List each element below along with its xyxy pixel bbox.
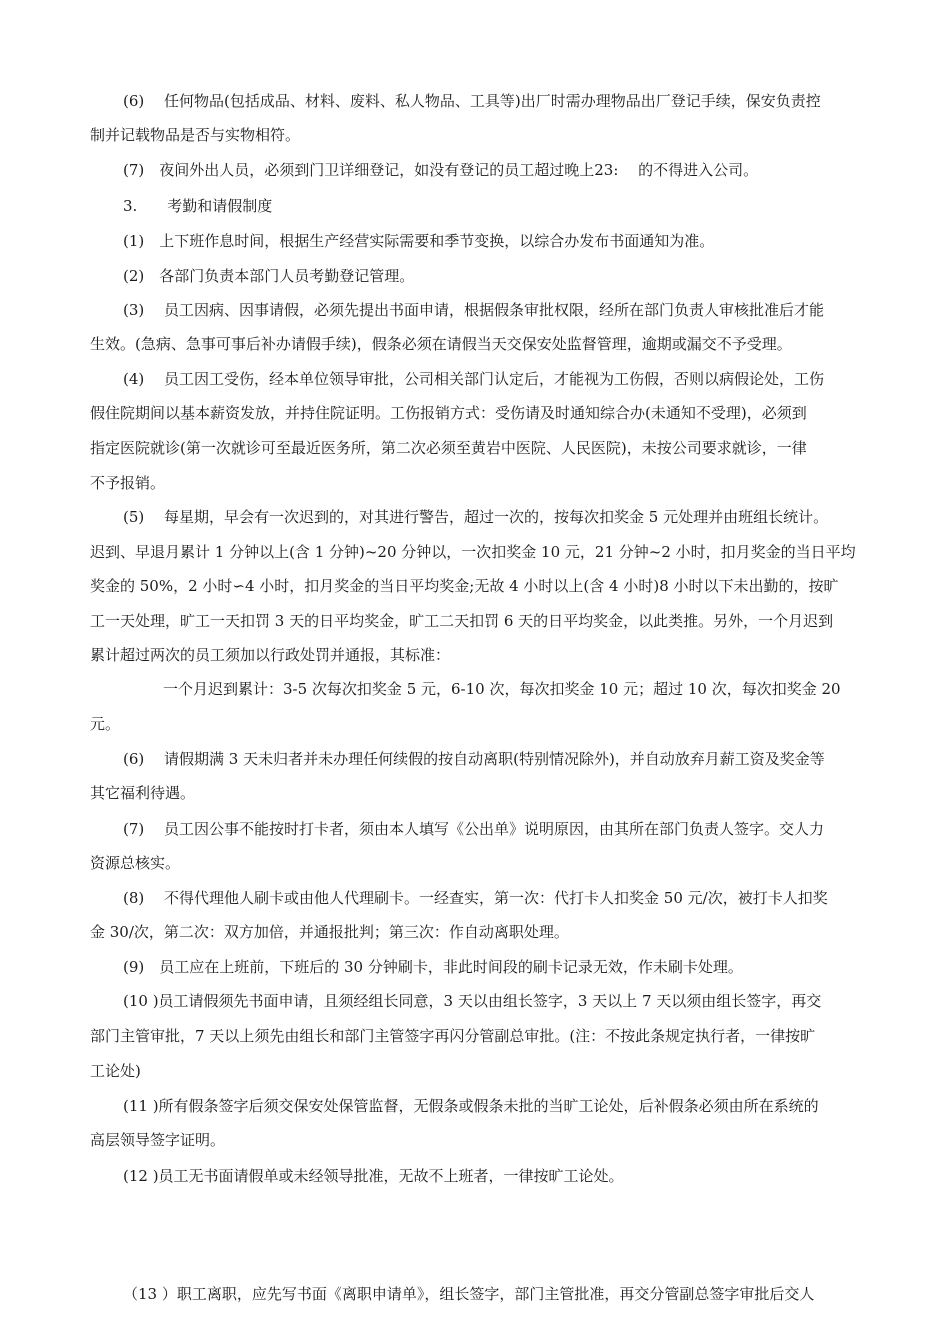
text-line: (1) 上下班作息时间，根据生产经营实际需要和季节变换，以综合办发布书面通知为准。 — [123, 232, 715, 250]
text-line: 金 30/次，第二次：双方加倍，并通报批判；第三次：作自动离职处理。 — [90, 923, 569, 941]
text-line: 迟到、早退月累计 1 分钟以上(含 1 分钟)~20 分钟以，一次扣奖金 10 元，21 分钟~2 小时，扣月奖金的当日平均 — [90, 543, 856, 561]
text-line: (5) 每星期，早会有一次迟到的，对其进行警告，超过一次的，按每次扣奖金 5 元处理并由班组长统计。 — [123, 508, 829, 526]
text-line: （13 ）职工离职，应先写书面《离职申请单》，组长签字，部门主管批准，再交分管副总签字审批后交人 — [123, 1285, 815, 1303]
text-line: (11 )所有假条签字后须交保安处保管监督，无假条或假条未批的当旷工论处，后补假条必须由所在系统的 — [123, 1097, 819, 1115]
text-line: (4) 员工因工受伤，经本单位领导审批，公司相关部门认定后，才能视为工伤假，否则以病假论处，工伤 — [123, 370, 825, 388]
text-line: 累计超过两次的员工须加以行政处罚并通报，其标准： — [90, 646, 451, 664]
text-line: (12 )员工无书面请假单或未经领导批准，无故不上班者，一律按旷工论处。 — [123, 1167, 624, 1185]
text-line: 其它福利待遇。 — [90, 784, 196, 802]
text-line: 资源总核实。 — [90, 854, 181, 872]
text-line: (6) 任何物品(包括成品、材料、废料、私人物品、工具等)出厂时需办理物品出厂登记手续，保安负责控 — [123, 92, 821, 110]
text-line: (7) 夜间外出人员，必须到门卫详细登记，如没有登记的员工超过晚上23: 的不得进入公司。 — [123, 161, 759, 179]
section-heading: 3. 考勤和请假制度 — [123, 197, 273, 215]
text-line: 奖金的 50%，2 小时∽4 小时，扣月奖金的当日平均奖金;无故 4 小时以上(含 4 小时)8 小时以下未出勤的，按旷 — [90, 577, 839, 595]
text-line: (2) 各部门负责本部门人员考勤登记管理。 — [123, 267, 415, 285]
text-line: 制并记载物品是否与实物相符。 — [90, 126, 301, 144]
text-line: 工一天处理，旷工一天扣罚 3 天的日平均奖金，旷工二天扣罚 6 天的日平均奖金，以此类推。另外，一个月迟到 — [90, 612, 834, 630]
text-line: (10 )员工请假须先书面申请，且须经组长同意，3 天以由组长签字，3 天以上 7 天以须由组长签字，再交 — [123, 992, 822, 1010]
text-line: 高层领导签字证明。 — [90, 1131, 226, 1149]
text-line: (7) 员工因公事不能按时打卡者，须由本人填写《公出单》说明原因，由其所在部门负责人签字。交人力 — [123, 820, 825, 838]
text-line: (9) 员工应在上班前，下班后的 30 分钟刷卡，非此时间段的刷卡记录无效，作未刷卡处理。 — [123, 958, 743, 976]
text-line: 假住院期间以基本薪资发放，并持住院证明。工伤报销方式：受伤请及时通知综合办(未通知不受理)，必须到 — [90, 404, 807, 422]
text-line: 指定医院就诊(第一次就诊可至最近医务所，第二次必须至黄岩中医院、人民医院)，未按公司要求就诊，一律 — [90, 439, 807, 457]
text-line: 部门主管审批，7 天以上须先由组长和部门主管签字再闪分管副总审批。(注：不按此条规定执行者，一律按旷 — [90, 1027, 816, 1045]
text-line: 一个月迟到累计：3-5 次每次扣奖金 5 元，6-10 次，每次扣奖金 10 元；超过 10 次，每次扣奖金 20 — [163, 680, 841, 698]
text-line: 生效。(急病、急事可事后补办请假手续)，假条必须在请假当天交保安处监督管理，逾期或漏交不予受理。 — [90, 335, 792, 353]
text-line: 工论处) — [90, 1062, 141, 1080]
text-line: (8) 不得代理他人刷卡或由他人代理刷卡。一经查实，第一次：代打卡人扣奖金 50 元/次，被打卡人扣奖 — [123, 889, 828, 907]
text-line: 元。 — [90, 715, 121, 733]
text-line: (6) 请假期满 3 天未归者并未办理任何续假的按自动离职(特别情况除外)，并自动放弃月薪工资及奖金等 — [123, 750, 825, 768]
text-line: 不予报销。 — [90, 474, 166, 492]
text-line: (3) 员工因病、因事请假，必须先提出书面申请，根据假条审批权限，经所在部门负责人审核批准后才能 — [123, 301, 825, 319]
